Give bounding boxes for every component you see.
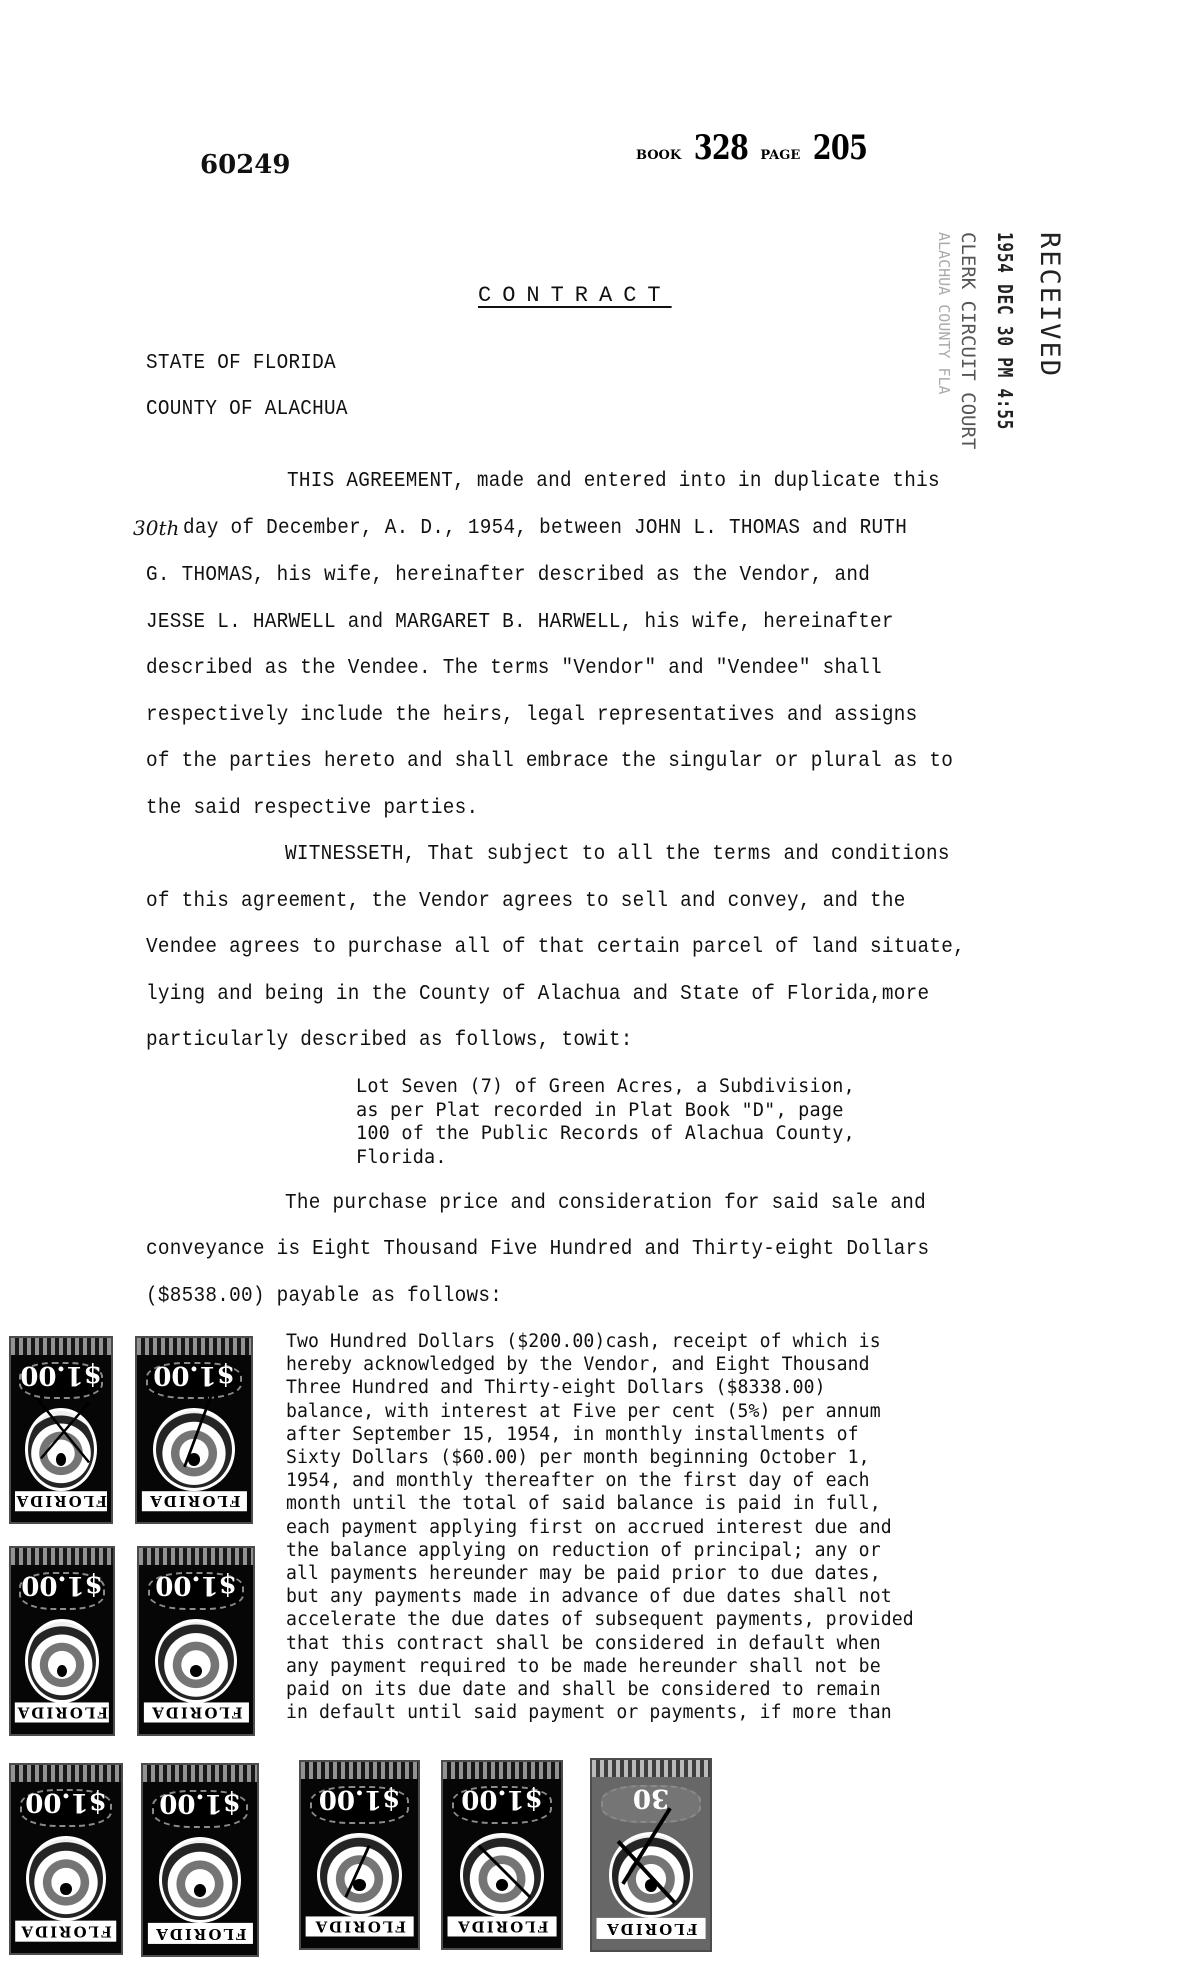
page-label: PAGE bbox=[760, 148, 801, 163]
payment-terms: Two Hundred Dollars ($200.00)cash, receipt of which is hereby acknowledged by the Vendor, and Eight Thousand Three Hundred and Thirty-eight Dollars ($8338.00) balance, with interest at Five per cent (5%) per annum after September 15, 1954, in monthly installments of Sixty Dollars ($60.00) per month beginning October 1, 1954, and monthly thereafter on the first day of each month until the total of said balance is paid in full, each payment applying first on accrued interest due and the balance applying on reduction of principal; any or all payments hereunder may be paid prior to due dates, but any payments made in advance of due dates shall not accelerate the due dates of subsequent payments, provided that this contract shall be considered in default when any payment required to be made hereunder shall not be paid on its due date and shall be considered to remain in default until said payment or payments, if more than bbox=[286, 1331, 914, 1724]
stamp-value: $1.00 bbox=[461, 1784, 543, 1815]
stamp-label: FLORIDA bbox=[306, 1916, 414, 1936]
stamp-perforation bbox=[443, 1762, 561, 1779]
documentary-stamp bbox=[141, 1763, 259, 1957]
witnesseth-line: WITNESSETH, That subject to all the terms and conditions bbox=[285, 843, 950, 866]
witnesseth-line: Vendee agrees to purchase all of that certain parcel of land situate, bbox=[146, 936, 966, 959]
stamp-perforation bbox=[143, 1765, 257, 1782]
stamp-perforation bbox=[301, 1762, 418, 1779]
stamp-perforation bbox=[592, 1760, 710, 1777]
florida-seal-icon bbox=[153, 1408, 235, 1491]
florida-seal-icon bbox=[317, 1833, 401, 1917]
agreement-line: JESSE L. HARWELL and MARGARET B. HARWELL, his wife, hereinafter bbox=[146, 611, 894, 634]
stamp-value: $1.00 bbox=[155, 1570, 237, 1601]
florida-seal-icon bbox=[155, 1619, 237, 1703]
documentary-stamp bbox=[9, 1336, 113, 1524]
documentary-stamp bbox=[441, 1760, 563, 1950]
stamp-perforation bbox=[11, 1765, 121, 1782]
stamp-label: FLORIDA bbox=[15, 1703, 109, 1722]
venue-state: STATE OF FLORIDA bbox=[146, 352, 336, 375]
florida-seal-icon bbox=[25, 1619, 98, 1703]
stamp-label: FLORIDA bbox=[597, 1918, 706, 1939]
received-stamp-clerk: CLERK CIRCUIT COURT bbox=[957, 232, 979, 450]
stamp-perforation bbox=[139, 1548, 253, 1565]
florida-seal-icon bbox=[609, 1832, 694, 1918]
purchase-price-line: ($8538.00) payable as follows: bbox=[146, 1285, 503, 1308]
documentary-stamp bbox=[135, 1336, 253, 1524]
documentary-stamp bbox=[137, 1546, 255, 1736]
documentary-stamp bbox=[299, 1760, 420, 1950]
stamp-label: FLORIDA bbox=[448, 1916, 557, 1936]
handwritten-day: 30th bbox=[133, 516, 180, 540]
agreement-line: the said respective parties. bbox=[146, 797, 479, 820]
documentary-stamp bbox=[590, 1758, 712, 1952]
florida-seal-icon bbox=[26, 1836, 105, 1921]
received-stamp bbox=[895, 232, 1065, 467]
witnesseth-line: lying and being in the County of Alachua and State of Florida,more bbox=[146, 983, 930, 1006]
stamp-label: FLORIDA bbox=[15, 1921, 116, 1942]
agreement-line: described as the Vendee. The terms "Vendor" and "Vendee" shall bbox=[146, 657, 882, 680]
document-title: CONTRACT bbox=[478, 283, 672, 308]
purchase-price-line: conveyance is Eight Thousand Five Hundred and Thirty-eight Dollars bbox=[146, 1238, 930, 1261]
stamp-perforation bbox=[11, 1548, 113, 1565]
stamp-value: $1.00 bbox=[20, 1359, 102, 1390]
florida-seal-icon bbox=[25, 1408, 97, 1491]
agreement-line: of the parties hereto and shall embrace the singular or plural as to bbox=[146, 750, 954, 773]
stamp-label: FLORIDA bbox=[142, 1491, 247, 1511]
witnesseth-line: of this agreement, the Vendor agrees to sell and convey, and the bbox=[146, 890, 906, 913]
document-number: 60249 bbox=[200, 150, 291, 180]
stamp-perforation bbox=[11, 1338, 111, 1355]
received-stamp-date: 1954 DEC 30 PM 4:55 bbox=[993, 232, 1017, 431]
page-number: 205 bbox=[812, 128, 868, 168]
agreement-line: respectively include the heirs, legal representatives and assigns bbox=[146, 704, 918, 727]
stamp-value: $1.00 bbox=[159, 1787, 241, 1818]
book-label: BOOK bbox=[636, 148, 682, 163]
stamp-value: $1.00 bbox=[25, 1787, 107, 1818]
purchase-price-line: The purchase price and consideration for said sale and bbox=[285, 1192, 926, 1215]
documentary-stamp bbox=[9, 1546, 115, 1736]
agreement-line: THIS AGREEMENT, made and entered into in duplicate this bbox=[287, 470, 940, 493]
stamp-value: $1.00 bbox=[21, 1570, 103, 1601]
agreement-line: day of December, A. D., 1954, between JOHN L. THOMAS and RUTH bbox=[183, 517, 908, 540]
received-stamp-county: ALACHUA COUNTY FLA bbox=[935, 232, 953, 395]
book-number: 328 bbox=[693, 128, 748, 168]
florida-seal-icon bbox=[159, 1837, 241, 1923]
legal-description: Lot Seven (7) of Green Acres, a Subdivision, as per Plat recorded in Plat Book "D", page 100 of the Public Records of Alachua County, Florida. bbox=[356, 1076, 855, 1168]
stamp-value: $1.00 bbox=[318, 1784, 401, 1815]
stamp-label: FLORIDA bbox=[144, 1702, 249, 1722]
stamp-label: FLORIDA bbox=[148, 1923, 253, 1944]
stamp-value: $1.00 bbox=[153, 1359, 235, 1390]
stamp-label: FLORIDA bbox=[14, 1491, 107, 1510]
book-page-reference bbox=[636, 128, 874, 168]
stamp-value: 30 bbox=[632, 1782, 670, 1813]
witnesseth-line: particularly described as follows, towit: bbox=[146, 1029, 633, 1052]
agreement-line: G. THOMAS, his wife, hereinafter described as the Vendor, and bbox=[146, 564, 871, 587]
stamp-perforation bbox=[137, 1338, 251, 1355]
florida-seal-icon bbox=[460, 1833, 545, 1917]
venue-county: COUNTY OF ALACHUA bbox=[146, 398, 348, 421]
received-stamp-title: RECEIVED bbox=[1034, 232, 1065, 379]
documentary-stamp bbox=[9, 1763, 123, 1955]
